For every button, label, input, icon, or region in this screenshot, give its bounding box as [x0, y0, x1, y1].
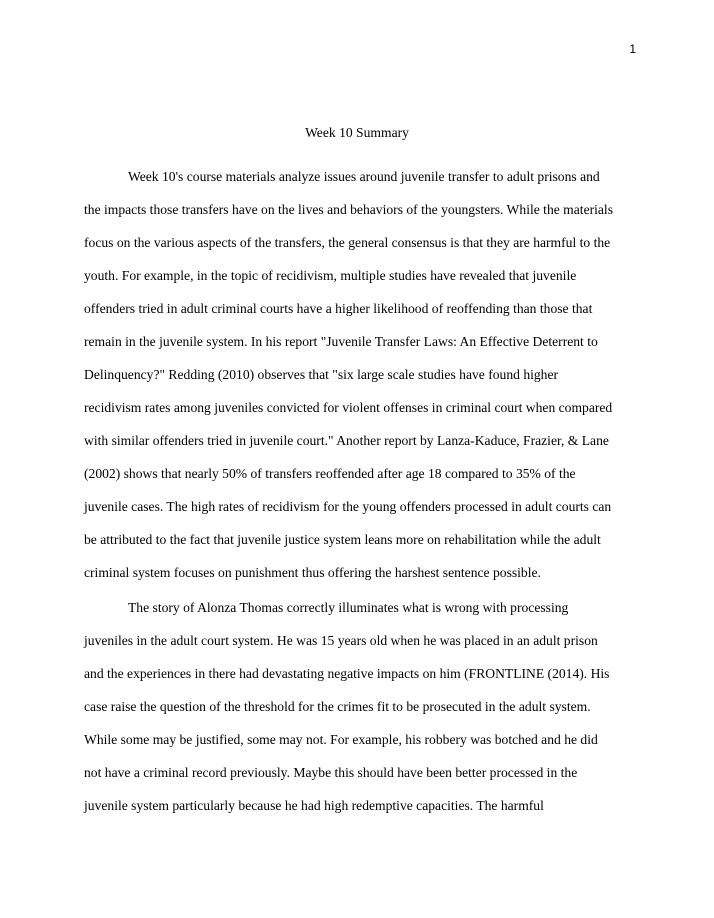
- paragraph-line: not have a criminal record previously. Maybe this should have been better processed in the: [84, 765, 578, 780]
- paragraph-line: offenders tried in adult criminal courts have a higher likelihood of reoffending than those that: [84, 301, 593, 316]
- paragraph-line: Delinquency?" Redding (2010) observes that "six large scale studies have found higher: [84, 367, 559, 382]
- paragraph-line: and the experiences in there had devastating negative impacts on him (FRONTLINE (2014). His: [84, 666, 610, 681]
- document-title: Week 10 Summary: [305, 125, 409, 140]
- paragraph-line: the impacts those transfers have on the lives and behaviors of the youngsters. While the materials: [84, 202, 614, 217]
- paragraph-line: The story of Alonza Thomas correctly illuminates what is wrong with processing: [128, 600, 569, 615]
- paragraph-line: While some may be justified, some may not. For example, his robbery was botched and he did: [84, 732, 598, 747]
- page-number: 1: [629, 42, 636, 56]
- paragraph-line: Week 10's course materials analyze issues around juvenile transfer to adult prisons and: [128, 169, 600, 184]
- paragraph-line: juveniles in the adult court system. He was 15 years old when he was placed in an adult prison: [84, 633, 598, 648]
- paragraph-line: remain in the juvenile system. In his report "Juvenile Transfer Laws: An Effective Deterrent to: [84, 334, 598, 349]
- paragraph-line: recidivism rates among juveniles convicted for violent offenses in criminal court when compared: [84, 400, 613, 415]
- paragraph-line: with similar offenders tried in juvenile court." Another report by Lanza-Kaduce, Frazier, & Lane: [84, 433, 609, 448]
- paragraph-line: be attributed to the fact that juvenile justice system leans more on rehabilitation while the adult: [84, 532, 601, 547]
- paragraph-line: case raise the question of the threshold for the crimes fit to be prosecuted in the adult system.: [84, 699, 591, 714]
- paragraph-line: focus on the various aspects of the transfers, the general consensus is that they are harmful to the: [84, 235, 611, 250]
- paragraph-line: juvenile cases. The high rates of recidivism for the young offenders processed in adult courts can: [84, 499, 612, 514]
- paragraph-line: criminal system focuses on punishment thus offering the harshest sentence possible.: [84, 565, 541, 580]
- paragraph-line: youth. For example, in the topic of recidivism, multiple studies have revealed that juvenile: [84, 268, 577, 283]
- paragraph-line: (2002) shows that nearly 50% of transfers reoffended after age 18 compared to 35% of the: [84, 466, 576, 481]
- paragraph-line: juvenile system particularly because he had high redemptive capacities. The harmful: [84, 798, 544, 813]
